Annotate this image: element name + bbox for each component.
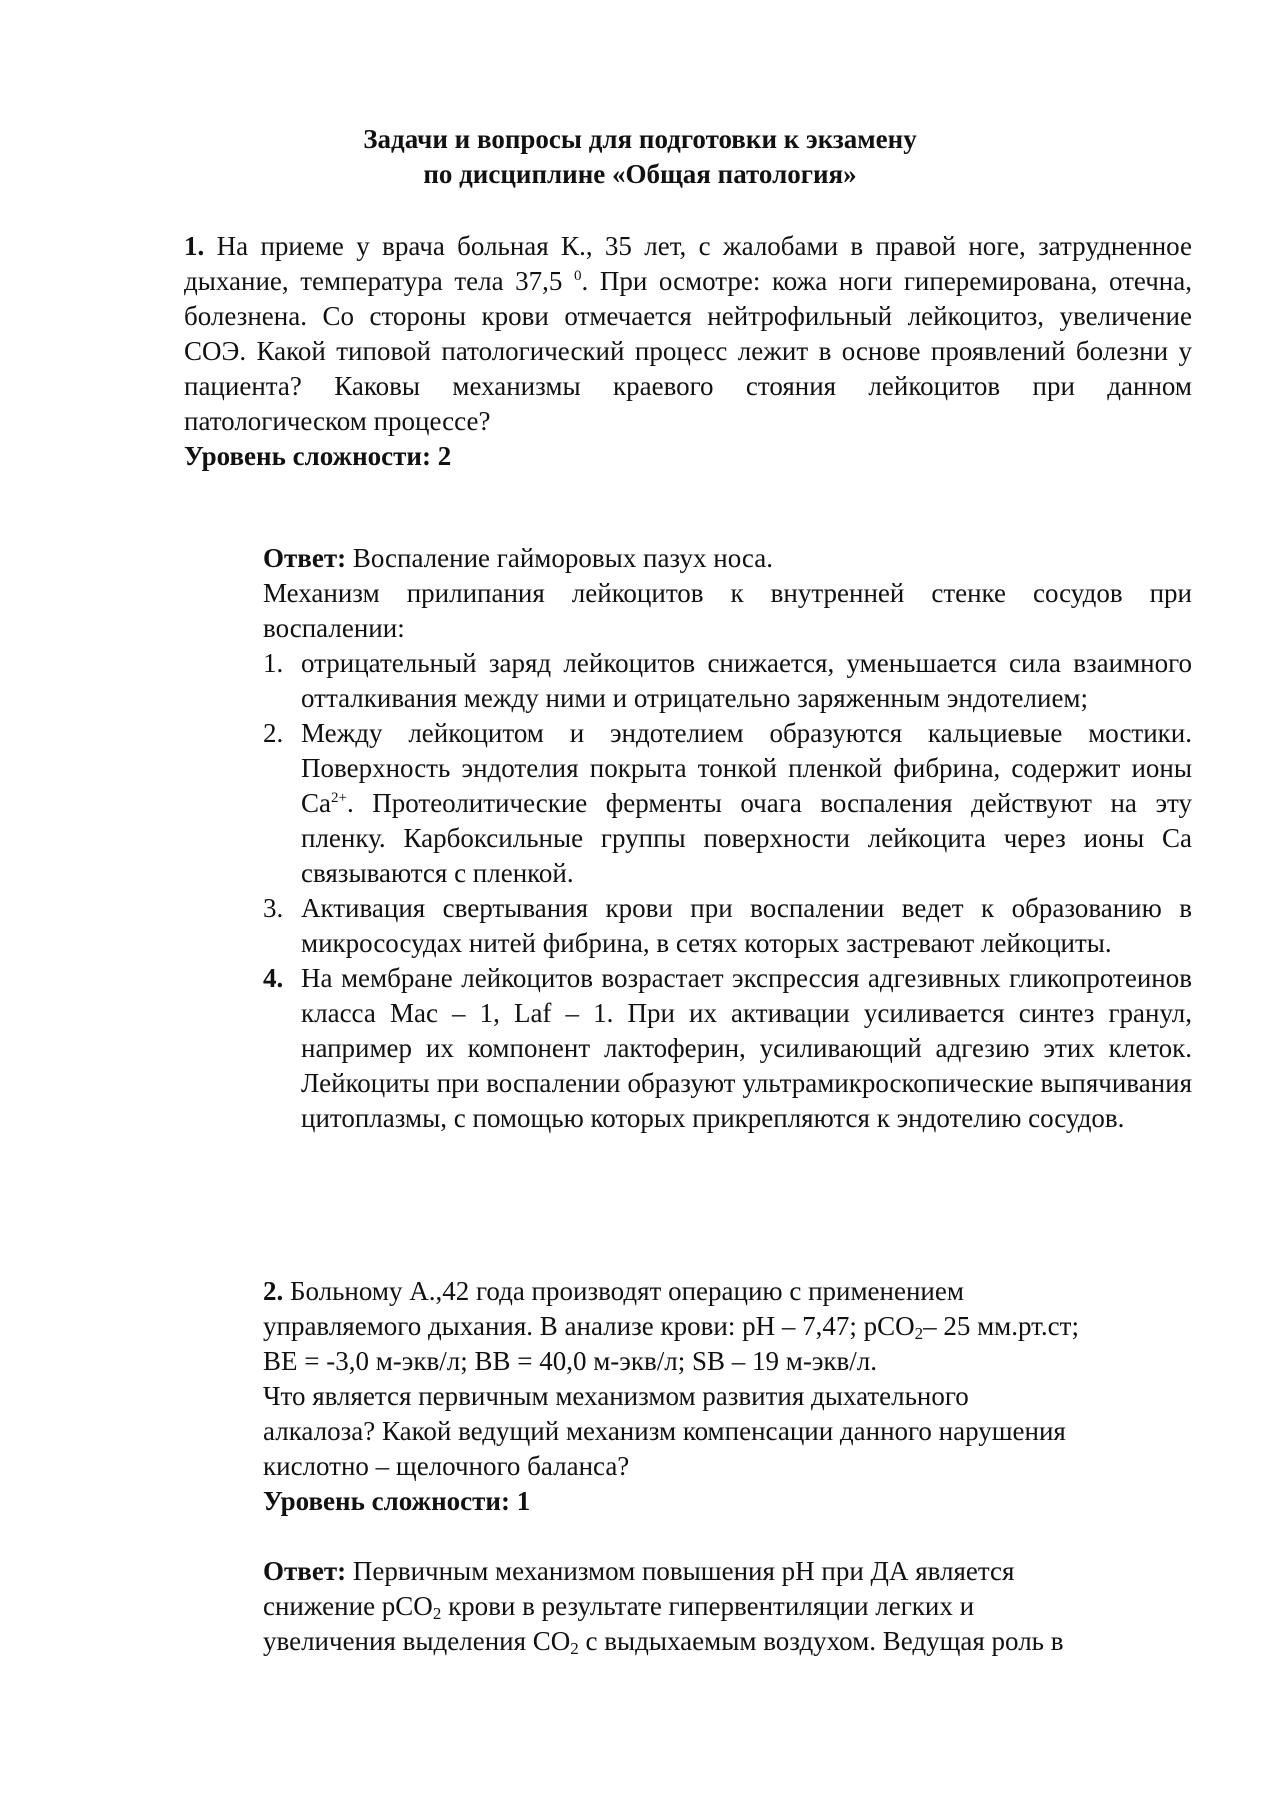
answer-1-text: Воспаление гайморовых пазух носа.	[346, 543, 773, 573]
list-item-text: Между лейкоцитом и эндотелием образуются кальциевые мостики. Поверхность эндотелия покрыта тонкой пленкой фибрина, содержит ионы Са	[301, 718, 1192, 818]
question-1-text-a: На приеме у врача больная К., 35 лет, с жалобами в правой ноге, затрудненное дыхание, температура тела 37,5	[184, 231, 1192, 296]
question-1	[184, 229, 1192, 474]
question-2-text: Больному А.,42 года производят операцию с применением	[283, 1276, 964, 1306]
list-item	[263, 961, 1192, 1136]
question-2-text: управляемого дыхания. В анализе крови: рН – 7,47; рСО	[263, 1311, 915, 1341]
subscript: 2	[432, 1604, 442, 1623]
answer-2-line-1	[263, 1554, 1192, 1589]
question-2-line-6: кислотно – щелочного баланса?	[263, 1451, 630, 1481]
title-line-1: Задачи и вопросы для подготовки к экзамену	[363, 124, 917, 154]
question-1-text	[184, 229, 1192, 439]
question-1-level: Уровень сложности: 2	[184, 441, 452, 471]
answer-2-text: снижение рСО	[263, 1591, 433, 1621]
answer-2-text: Первичным механизмом повышения рН при ДА является	[346, 1556, 1015, 1586]
question-2-line-5: алкалоза? Какой ведущий механизм компенсации данного нарушения	[263, 1416, 1066, 1446]
list-item-text: отрицательный заряд лейкоцитов снижается, уменьшается сила взаимного отталкивания между ними и отрицательно заряженным эндотелием;	[301, 648, 1192, 713]
list-item-text: На мембране лейкоцитов возрастает экспрессия адгезивных гликопротеинов класса Мас – 1, Laf – 1. При их активации усиливается синтез гранул, например их компонент лактоферин, усиливающий адгезию этих клеток. Лейкоциты при воспалении образуют ультрамикроскопические выпячивания цитоплазмы, с помощью которых прикрепляются к эндотелию сосудов.	[301, 963, 1192, 1133]
answer-2-text: увеличения выделения СО	[263, 1626, 571, 1656]
question-2-number: 2.	[263, 1276, 284, 1306]
list-item	[263, 646, 1192, 716]
list-item-text: . Протеолитические ферменты очага воспаления действуют на эту пленку. Карбоксильные группы поверхности лейкоцита через ионы Са связываются с пленкой.	[301, 788, 1192, 888]
page-title	[0, 122, 1280, 192]
question-2-line-3: ВЕ = -3,0 м-экв/л; ВВ = 40,0 м-экв/л; SB – 19 м-экв/л.	[263, 1346, 878, 1376]
answer-2-text: с выдыхаемым воздухом. Ведущая роль в	[578, 1626, 1064, 1656]
degree-sup: 0	[574, 268, 582, 284]
list-item	[263, 716, 1192, 891]
question-2-level: Уровень сложности: 1	[263, 1486, 531, 1516]
answer-1-label: Ответ:	[263, 543, 347, 573]
list-item-number: 3.	[263, 893, 284, 923]
list-item-number: 2.	[263, 718, 284, 748]
subscript: 2	[570, 1639, 579, 1658]
question-2-text: – 25 мм.рт.ст;	[923, 1311, 1079, 1341]
ion-charge-sup: 2+	[331, 790, 347, 806]
answer-2-line-2	[263, 1589, 1192, 1624]
answer-2	[263, 1554, 1192, 1659]
question-1-number: 1.	[184, 231, 205, 261]
question-1-text-b: . При осмотре: кожа ноги гиперемирована, отечна, болезнена. Со стороны крови отмечается нейтрофильный лейкоцитоз, увеличение СОЭ. Какой типовой патологический процесс лежит в основе проявлений болезни у пациента? Каковы механизмы краевого стояния лейкоцитов при данном патологическом процессе?	[184, 266, 1192, 436]
question-2-line-2	[263, 1309, 1192, 1344]
answer-2-label: Ответ:	[263, 1556, 347, 1586]
answer-1-line	[263, 541, 1192, 576]
question-2-line-1	[263, 1274, 1192, 1309]
answer-2-line-3	[263, 1624, 1192, 1659]
list-item-number: 4.	[263, 963, 284, 993]
question-2-line-4: Что является первичным механизмом развития дыхательного	[263, 1381, 969, 1411]
list-item-number: 1.	[263, 648, 284, 678]
mechanism-list	[263, 646, 1192, 1136]
answer-2-text: крови в результате гипервентиляции легких и	[441, 1591, 975, 1621]
subscript: 2	[914, 1324, 924, 1343]
answer-1-intro: Механизм прилипания лейкоцитов к внутренней стенке сосудов при воспалении:	[263, 578, 1192, 643]
question-2	[263, 1274, 1192, 1519]
title-line-2: по дисциплине «Общая патология»	[423, 159, 857, 189]
list-item	[263, 891, 1192, 961]
answer-1	[263, 541, 1192, 1136]
list-item-text: Активация свертывания крови при воспалении ведет к образованию в микрососудах нитей фибрина, в сетях которых застревают лейкоциты.	[301, 893, 1192, 958]
